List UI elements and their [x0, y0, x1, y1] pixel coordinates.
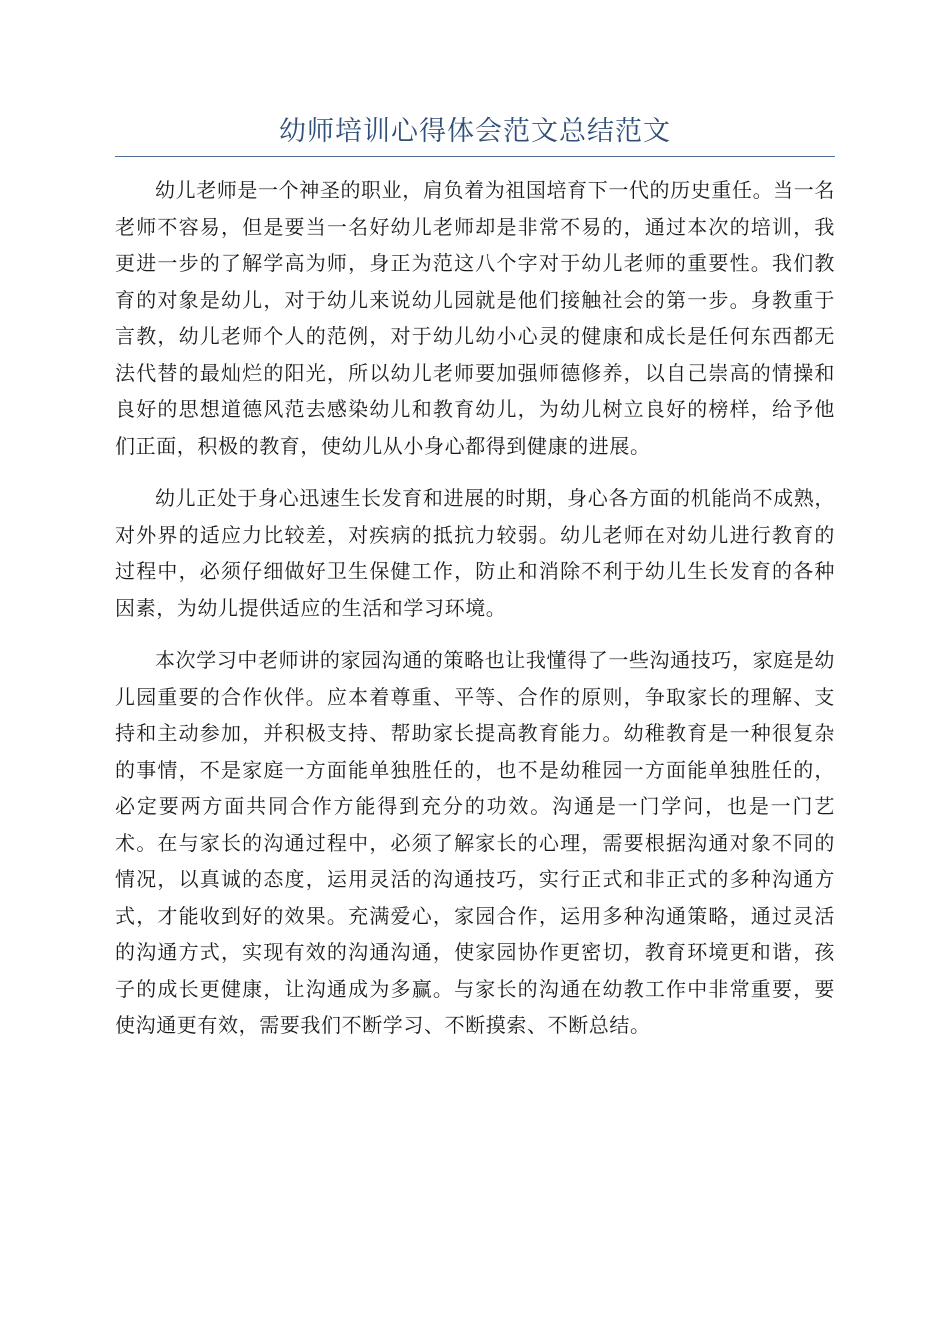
paragraph-3: 本次学习中老师讲的家园沟通的策略也让我懂得了一些沟通技巧，家庭是幼儿园重要的合作伙伴。应本着尊重、平等、合作的原则，争取家长的理解、支持和主动参加，并积极支持、帮助家长提高教育能力。幼稚教育是一种很复杂的事情，不是家庭一方面能单独胜任的，也不是幼稚园一方面能单独胜任的，必定要两方面共同合作方能得到充分的功效。沟通是一门学问，也是一门艺术。在与家长的沟通过程中，必须了解家长的心理，需要根据沟通对象不同的情况，以真诚的态度，运用灵活的沟通技巧，实行正式和非正式的多种沟通方式，才能收到好的效果。充满爱心，家园合作，运用多种沟通策略，通过灵活的沟通方式，实现有效的沟通沟通，使家园协作更密切，教育环境更和谐，孩子的成长更健康，让沟通成为多赢。与家长的沟通在幼教工作中非常重要，要使沟通更有效，需要我们不断学习、不断摸索、不断总结。	[115, 648, 835, 1037]
title-block	[115, 112, 835, 157]
document-title: 幼师培训心得体会范文总结范文	[279, 116, 671, 147]
document-body	[115, 172, 835, 1060]
paragraph-1: 幼儿老师是一个神圣的职业，肩负着为祖国培育下一代的历史重任。当一名老师不容易，但是要当一名好幼儿老师却是非常不易的，通过本次的培训，我更进一步的了解学高为师，身正为范这八个字对于幼儿老师的重要性。我们教育的对象是幼儿，对于幼儿来说幼儿园就是他们接触社会的第一步。身教重于言教，幼儿老师个人的范例，对于幼儿幼小心灵的健康和成长是任何东西都无法代替的最灿烂的阳光，所以幼儿老师要加强师德修养，以自己崇高的情操和良好的思想道德风范去感染幼儿和教育幼儿，为幼儿树立良好的榜样，给予他们正面，积极的教育，使幼儿从小身心都得到健康的进展。	[115, 178, 835, 458]
paragraph-2: 幼儿正处于身心迅速生长发育和进展的时期，身心各方面的机能尚不成熟，对外界的适应力比较差，对疾病的抵抗力较弱。幼儿老师在对幼儿进行教育的过程中，必须仔细做好卫生保健工作，防止和消除不利于幼儿生长发育的各种因素，为幼儿提供适应的生活和学习环境。	[115, 486, 835, 620]
